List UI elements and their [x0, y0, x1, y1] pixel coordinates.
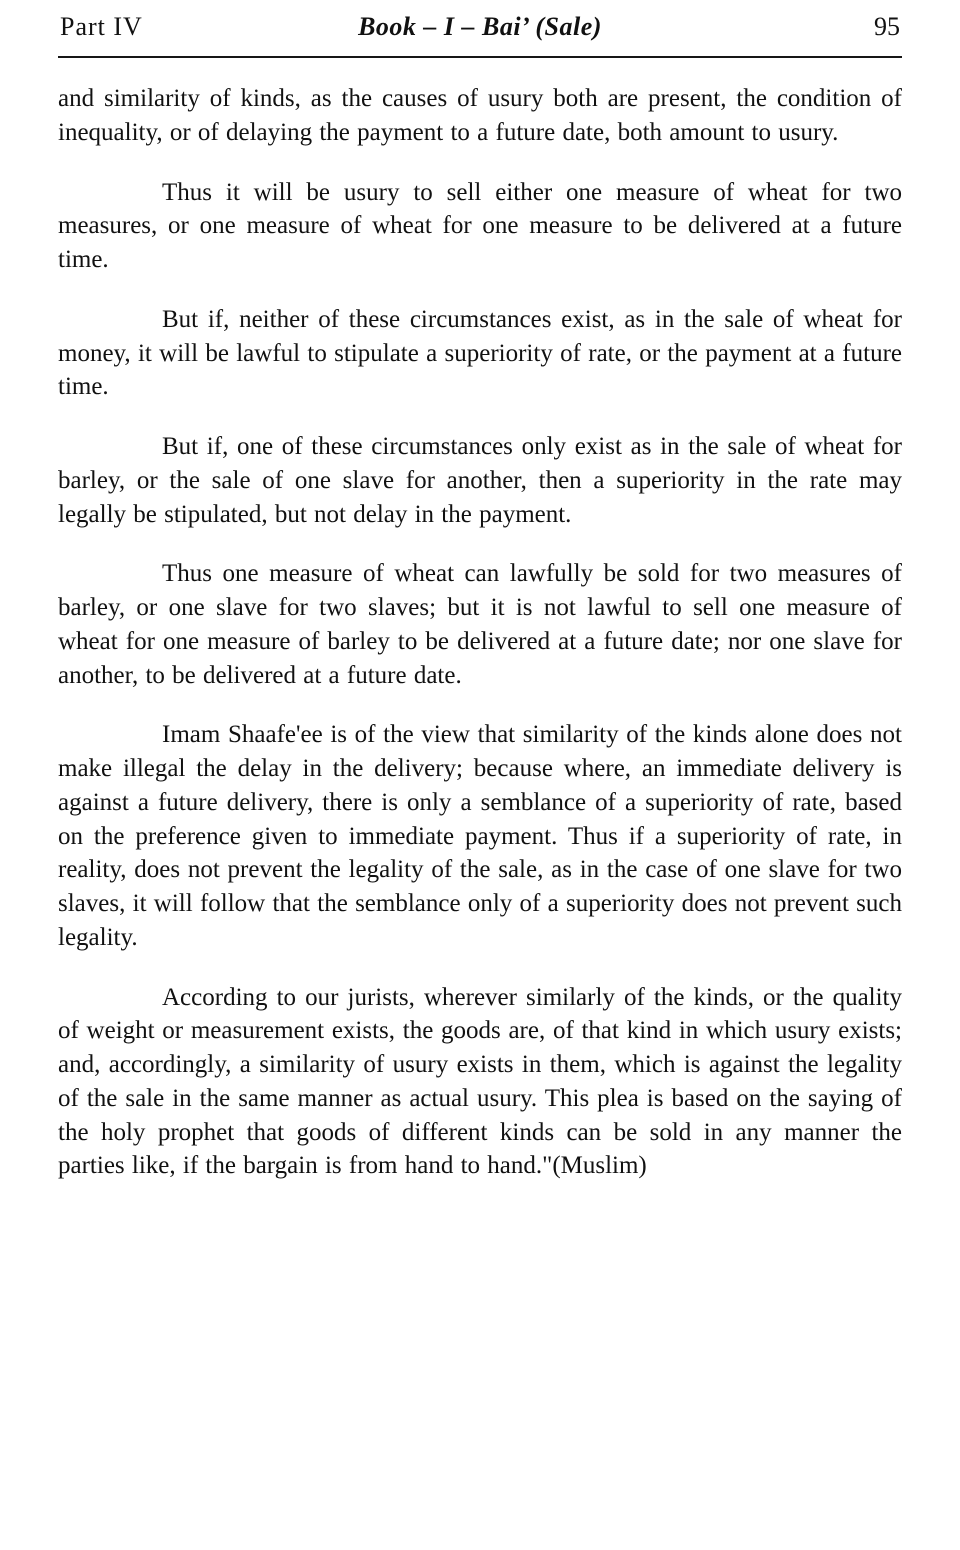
paragraph: Thus it will be usury to sell either one measure of wheat for two measures, or one measure of wheat for one measure to be delivered at a future time.	[58, 178, 902, 273]
page-body	[58, 58, 902, 1183]
page-header	[58, 10, 902, 58]
page-number: 95	[874, 12, 900, 41]
paragraph: But if, one of these circumstances only exist as in the sale of wheat for barley, or the sale of one slave for another, then a superiority in the rate may legally be stipulated, but not delay in the payment.	[58, 433, 902, 528]
paragraph: According to our jurists, wherever similarly of the kinds, or the quality of weight or measurement exists, the goods are, of that kind in which usury exists; and, accordingly, a similarity of usury exists in them, which is against the legality of the sale in the same manner as actual usury. This plea is based on the saying of the holy prophet that goods of different kinds can be sold in any manner the parties like, if the bargain is from hand to hand."(Muslim)	[58, 983, 902, 1180]
book-title: Book – I – Bai’ (Sale)	[358, 12, 602, 41]
paragraph: But if, neither of these circumstances exist, as in the sale of wheat for money, it will be lawful to stipulate a superiority of rate, or the payment at a future time.	[58, 305, 902, 401]
part-label: Part IV	[60, 12, 143, 41]
paragraph: Thus one measure of wheat can lawfully be sold for two measures of barley, or one slave for two slaves; but it is not lawful to sell one measure of wheat for one measure of barley to be delivered at a future date; nor one slave for another, to be delivered at a future date.	[58, 560, 902, 689]
paragraph: Imam Shaafe'ee is of the view that similarity of the kinds alone does not make illegal the delay in the delivery; because where, an immediate delivery is against a future delivery, there is only a semblance of a superiority of rate, based on the preference given to immediate payment. Thus if a superiority of rate, in reality, does not prevent the legality of the sale, as in the case of one slave for two slaves, it will follow that the semblance only of a superiority does not prevent such legality.	[58, 721, 902, 951]
paragraph-continuation: and similarity of kinds, as the causes of usury both are present, the condition of inequality, or of delaying the payment to a future date, both amount to usury.	[58, 85, 902, 146]
